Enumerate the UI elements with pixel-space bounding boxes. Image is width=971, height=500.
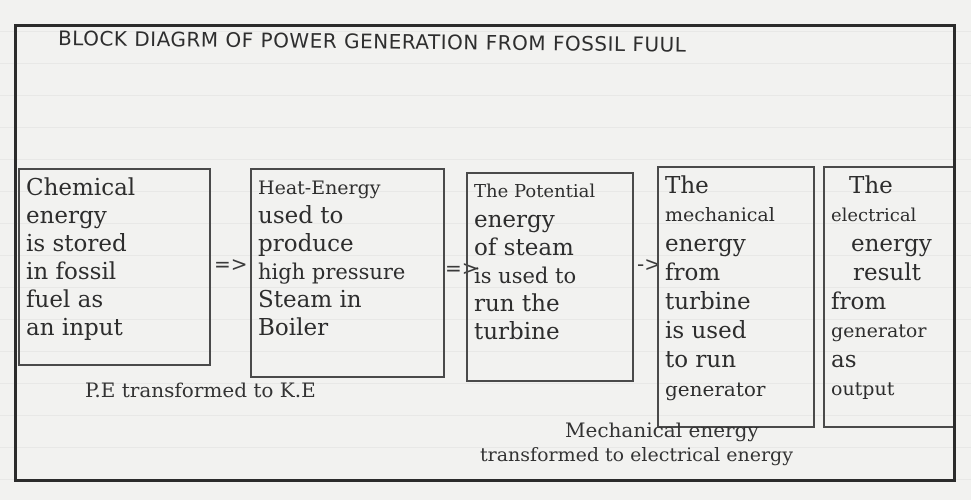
note-mechanical-energy: Mechanical energy: [565, 418, 759, 442]
block-text-line: turbine: [665, 289, 751, 315]
block-potential-energy: [466, 172, 634, 382]
block-text-line: run the: [474, 291, 560, 317]
flow-arrow: =>: [445, 256, 479, 280]
block-text-line: The Potential: [474, 181, 596, 202]
block-text-line: from: [665, 260, 721, 286]
flow-arrow: ->: [637, 252, 661, 276]
block-text-line: as: [831, 347, 857, 373]
block-text-line: generator: [665, 377, 766, 401]
block-text-line: from: [831, 289, 887, 315]
note-pe-to-ke: P.E transformed to K.E: [85, 378, 316, 402]
block-text-line: turbine: [474, 319, 560, 345]
block-text-line: of steam: [474, 235, 574, 261]
block-text-line: generator: [831, 320, 927, 342]
block-text-line: The: [665, 173, 709, 199]
block-text-line: output: [831, 378, 895, 400]
block-text-line: used to: [258, 203, 344, 229]
block-text-line: produce: [258, 231, 354, 257]
block-text-line: electrical: [831, 205, 917, 226]
diagram-title: BLOCK DIAGRM OF POWER GENERATION FROM FOSSIL FUUL: [57, 26, 687, 57]
block-text-line: is used to: [474, 264, 577, 288]
block-text-line: Heat-Energy: [258, 177, 381, 199]
block-text-line: energy: [665, 231, 746, 257]
block-text-line: to run: [665, 347, 737, 373]
block-text-line: result: [853, 260, 921, 286]
block-text-line: Chemical: [26, 175, 136, 201]
block-text-line: The: [849, 173, 893, 199]
block-text-line: is stored: [26, 231, 127, 257]
block-text-line: high pressure: [258, 260, 406, 284]
note-transformed-electrical: transformed to electrical energy: [480, 444, 793, 466]
block-chemical-energy: [18, 168, 211, 366]
block-text-line: energy: [851, 231, 932, 257]
block-text-line: Boiler: [258, 315, 329, 341]
block-mechanical-energy: [657, 166, 815, 428]
block-text-line: energy: [26, 203, 107, 229]
block-text-line: energy: [474, 207, 555, 233]
block-text-line: is used: [665, 318, 747, 344]
block-electrical-energy: [823, 166, 953, 428]
block-text-line: an input: [26, 315, 123, 341]
block-heat-energy: [250, 168, 445, 378]
block-text-line: fuel as: [26, 287, 104, 313]
block-text-line: Steam in: [258, 287, 362, 313]
block-text-line: mechanical: [665, 204, 775, 226]
flow-arrow: =>: [214, 252, 248, 276]
block-text-line: in fossil: [26, 259, 117, 285]
